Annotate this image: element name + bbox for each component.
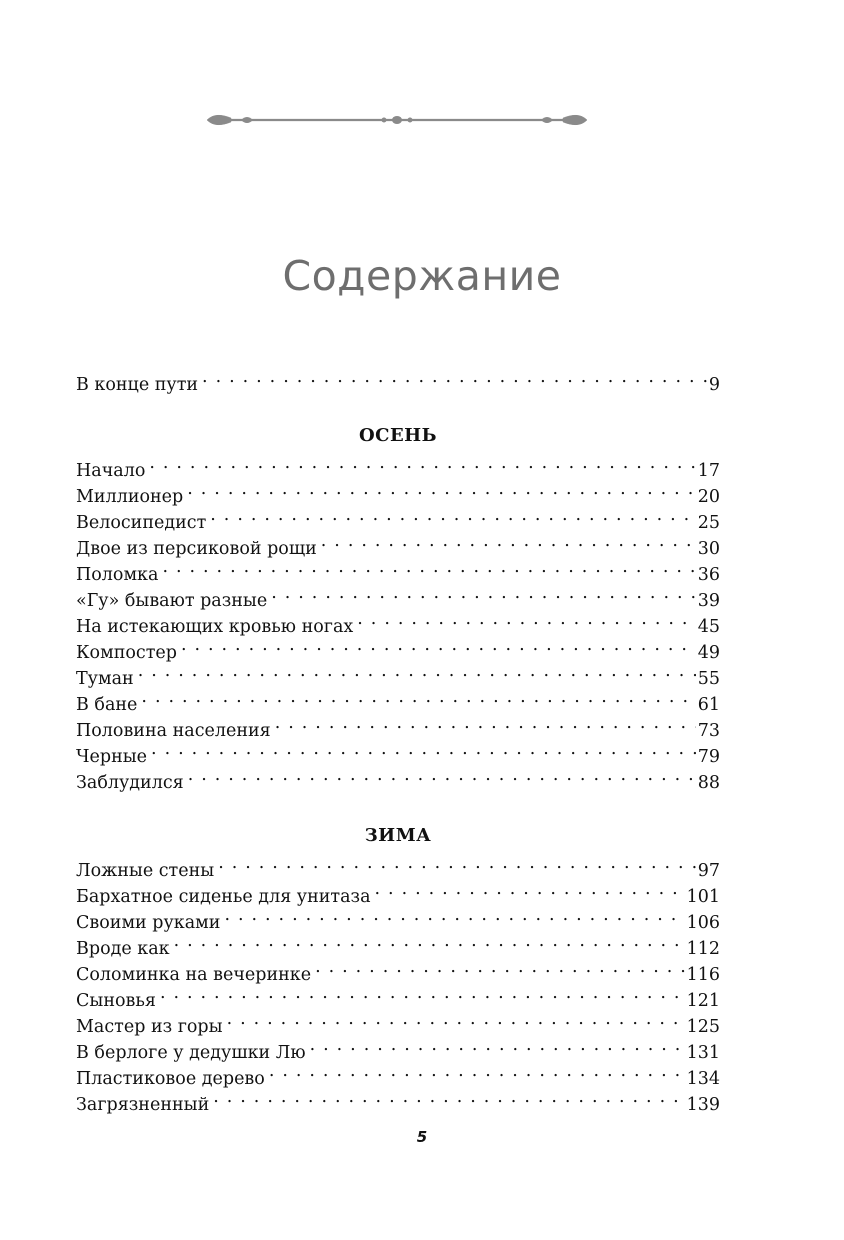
toc-entry-page: 97 [697, 861, 720, 881]
toc-section-autumn [76, 422, 720, 793]
winter-entries [76, 850, 720, 1115]
dot-leader [174, 928, 685, 954]
toc-entry-page: 30 [697, 539, 720, 559]
toc-entry-page: 9 [708, 375, 720, 395]
toc-entry-title: Половина населения [76, 721, 271, 741]
toc-entry-page: 39 [697, 591, 720, 611]
dot-leader [213, 1084, 684, 1110]
toc-entry-title: Заблудился [76, 773, 184, 793]
dot-leader [138, 658, 696, 684]
toc-entry-page: 134 [686, 1069, 720, 1089]
toc-entry-page: 131 [686, 1043, 720, 1063]
toc-entry-title: Вроде как [76, 939, 170, 959]
dot-leader [202, 364, 707, 390]
toc-entry-title: Сыновья [76, 991, 156, 1011]
toc-entry-page: 116 [686, 965, 720, 985]
dot-leader [151, 736, 696, 762]
toc-entry-page: 55 [697, 669, 720, 689]
toc-entry[interactable] [76, 450, 720, 481]
toc-entry-title: Туман [76, 669, 134, 689]
toc-section-winter [76, 822, 720, 1115]
toc-entry-title: В берлоге у дедушки Лю [76, 1043, 306, 1063]
toc-entry-title: В бане [76, 695, 138, 715]
toc-entry[interactable] [76, 850, 720, 881]
toc-entry-title: На истекающих кровью ногах [76, 617, 354, 637]
dot-leader [310, 1032, 685, 1058]
toc-entry-page: 125 [686, 1017, 720, 1037]
dot-leader [275, 710, 696, 736]
dot-leader [357, 606, 695, 632]
toc-entry-title: Велосипедист [76, 513, 207, 533]
dot-leader [271, 580, 696, 606]
toc-entry-page: 20 [697, 487, 720, 507]
dot-leader [218, 850, 696, 876]
toc-entry[interactable] [76, 364, 720, 395]
toc-entry-title: Загрязненный [76, 1095, 210, 1115]
toc-entry-title: Пластиковое дерево [76, 1069, 265, 1089]
toc-entry[interactable] [76, 762, 720, 793]
dot-leader [375, 876, 685, 902]
toc-entry[interactable] [76, 684, 720, 715]
dot-leader [162, 554, 695, 580]
toc-entry-page: 112 [686, 939, 720, 959]
toc-entry-title: Соломинка на вечеринке [76, 965, 312, 985]
dot-leader [141, 684, 695, 710]
toc-entry-page: 49 [697, 643, 720, 663]
ornamental-divider-icon [205, 108, 589, 132]
toc-entry-title: Ложные стены [76, 861, 215, 881]
dot-leader [269, 1058, 685, 1084]
section-heading-winter: ЗИМА [364, 825, 432, 846]
dot-leader [321, 528, 696, 554]
toc-entry-page: 139 [686, 1095, 720, 1115]
page-title: Содержание [282, 252, 562, 300]
toc-entry-page: 25 [697, 513, 720, 533]
dot-leader [187, 476, 695, 502]
dot-leader [160, 980, 685, 1006]
dot-leader [188, 762, 696, 788]
toc-entry-page: 106 [686, 913, 720, 933]
autumn-entries [76, 450, 720, 793]
toc-entry[interactable] [76, 476, 720, 507]
toc-entry-page: 17 [697, 461, 720, 481]
toc-entry-title: Своими руками [76, 913, 221, 933]
toc-entry-title: Компостер [76, 643, 177, 663]
toc-entry-page: 73 [697, 721, 720, 741]
toc-entry-page: 61 [697, 695, 720, 715]
toc-entry[interactable] [76, 736, 720, 767]
toc-intro [76, 364, 720, 395]
toc-entry-page: 101 [686, 887, 720, 907]
toc-entry[interactable] [76, 580, 720, 611]
toc-entry[interactable] [76, 710, 720, 741]
toc-entry-page: 79 [697, 747, 720, 767]
toc-entry[interactable] [76, 554, 720, 585]
toc-entry-title: Черные [76, 747, 148, 767]
dot-leader [181, 632, 696, 658]
toc-entry-title: Двое из персиковой рощи [76, 539, 317, 559]
dot-leader [224, 902, 684, 928]
toc-entry-title: Начало [76, 461, 146, 481]
toc-entry-title: Мастер из горы [76, 1017, 223, 1037]
dot-leader [315, 954, 685, 980]
page-number: 5 [416, 1128, 428, 1146]
toc-entry[interactable] [76, 980, 720, 1011]
dot-leader [149, 450, 695, 476]
dot-leader [210, 502, 695, 528]
toc-entry-title: Миллионер [76, 487, 184, 507]
toc-entry-title: В конце пути [76, 375, 199, 395]
toc-entry-page: 45 [697, 617, 720, 637]
toc-entry-page: 88 [697, 773, 720, 793]
toc-entry-title: Поломка [76, 565, 159, 585]
toc-entry-title: Бархатное сиденье для унитаза [76, 887, 371, 907]
toc-entry-page: 36 [697, 565, 720, 585]
toc-entry[interactable] [76, 658, 720, 689]
dot-leader [227, 1006, 685, 1032]
toc-entry-title: «Гу» бывают разные [76, 591, 268, 611]
section-heading-autumn: ОСЕНЬ [358, 425, 438, 446]
toc-entry[interactable] [76, 1006, 720, 1037]
toc-entry-page: 121 [686, 991, 720, 1011]
